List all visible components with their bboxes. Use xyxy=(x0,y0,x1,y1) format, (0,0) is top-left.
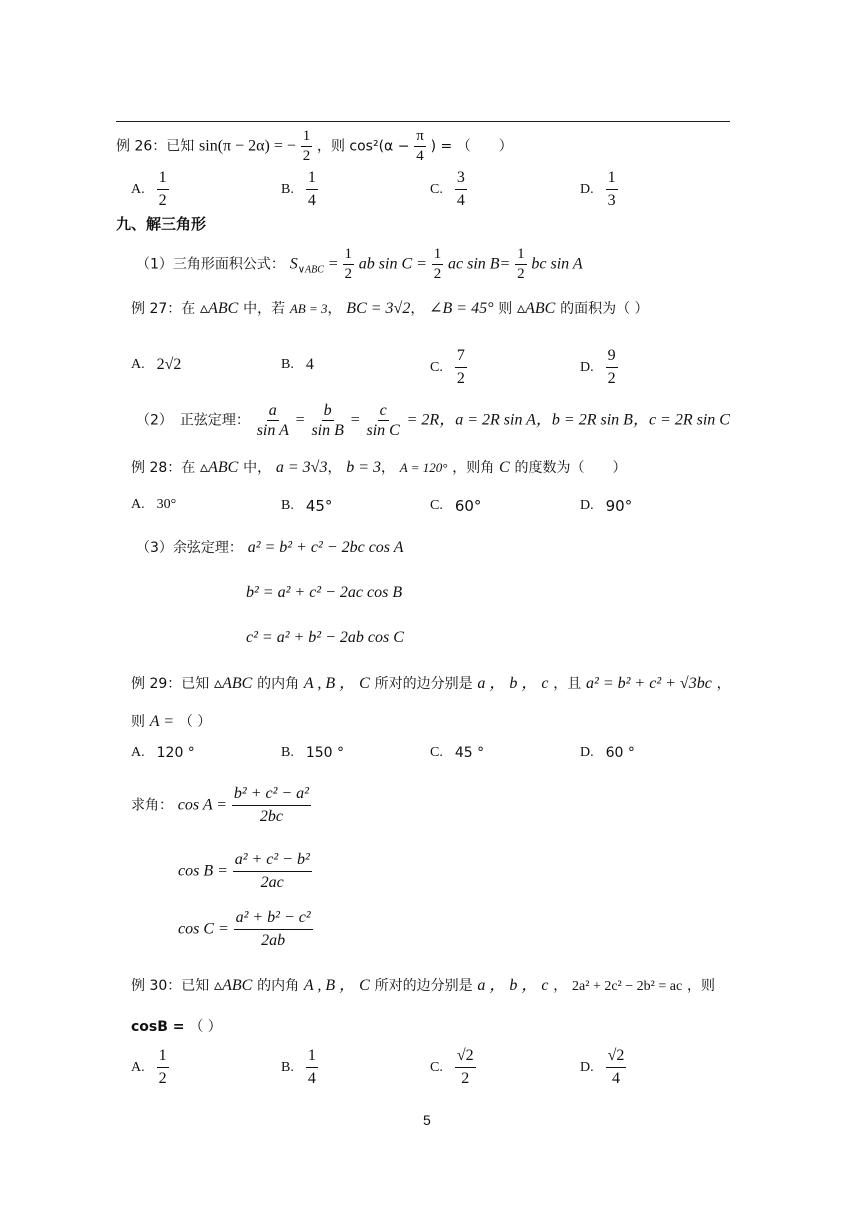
example-29-question-line2: 则 A = （ ） xyxy=(131,713,212,730)
example-29-option-b: B. 150 ° xyxy=(281,745,345,761)
example-28-option-c: C. 60° xyxy=(430,497,482,515)
cosine-law-b: b² = a² + c² − 2ac cos B xyxy=(246,584,403,601)
example-28-option-b: B. 45° xyxy=(281,497,333,515)
example-27-option-c: C. $\frac{7}{2}$ xyxy=(430,347,465,387)
example-30-option-a: A. $\frac{1}{2}$ xyxy=(131,1047,167,1087)
section-heading: 九、解三角形 xyxy=(116,215,207,233)
cosine-law-c: c² = a² + b² − 2ab cos C xyxy=(246,629,404,646)
example-30-option-b: B. $\frac{1}{4}$ xyxy=(281,1047,316,1087)
example-27-question: 例 27：在 ▵ABC 中，若 AB = 3， BC = 3√2， ∠B = 45° 则 ▵ABC 的面积为（ ） xyxy=(131,300,649,317)
example-26-option-d: D. $\frac{1}{3}$ xyxy=(580,169,616,209)
angle-formula-b: cos B = $\frac{\text{a² + c² − b²}}{2ac}$ xyxy=(178,851,310,891)
example-27-option-d: D. $\frac{9}{2}$ xyxy=(580,347,616,387)
fraction: $\frac{\pi}{4}$ xyxy=(416,128,424,164)
example-29-option-a: A. 120 ° xyxy=(131,745,195,761)
example-27-option-b: B. 4 xyxy=(281,356,314,373)
example-26-option-c: C. $\frac{3}{4}$ xyxy=(430,169,465,209)
angle-formula-a: 求角： cos A = $\frac{\text{b² + c² − a²}}{2bc}$ xyxy=(131,785,309,825)
example-27-option-a: A. 2√2 xyxy=(131,356,182,373)
example-30-question: 例 30：已知 ▵ABC 的内角 A , B ， C 所对的边分别是 a ， b ， c ， 2a² + 2c² − 2b² = ac ，则 xyxy=(131,977,715,994)
example-29-option-c: C. 45 ° xyxy=(430,745,485,761)
example-28-question: 例 28：在 ▵ABC 中， a = 3√3， b = 3， A = 120° ，则角 C 的度数为（ ） xyxy=(131,459,627,476)
sine-law: （2） 正弦定理： $\frac{a}{\text{sin A}}$ = $\frac{b}{\text{sin B}}$ = $\frac{c}{\text{sin C}}$ = 2R，a = 2R sin A，b = 2R sin B，c = 2R sin C xyxy=(136,402,730,439)
example-26-option-a: A. $\frac{1}{2}$ xyxy=(131,169,167,209)
area-formula: （1）三角形面积公式： $S_{\vee ABC}$ = $\frac{1}{2}$ ab sin C = $\frac{1}{2}$ ac sin B= $\frac{1}{2}$ bc sin A xyxy=(136,246,583,282)
fraction: $\frac{1}{2}$ xyxy=(302,128,311,164)
angle-formula-c: cos C = $\frac{\text{a² + b² − c²}}{2ab}$ xyxy=(178,909,311,949)
header-rule xyxy=(116,121,730,122)
example-30-option-c: C. $\frac{√2}{2}$ xyxy=(430,1047,474,1087)
example-28-option-a: A. 30° xyxy=(131,497,177,512)
example-26-option-b: B. $\frac{1}{4}$ xyxy=(281,169,316,209)
example-30-question-line2: cosB = （ ） xyxy=(131,1019,222,1035)
example-29-question: 例 29：已知 ▵ABC 的内角 A , B ， C 所对的边分别是 a ， b ， c ，且 a² = b² + c² + √3bc ， xyxy=(131,675,731,692)
cosine-law: （3）余弦定理： a² = b² + c² − 2bc cos A xyxy=(136,539,404,556)
example-30-option-d: D. $\frac{√2}{4}$ xyxy=(580,1047,625,1087)
example-28-option-d: D. 90° xyxy=(580,497,633,515)
example-26-question: 例 26：已知 sin(π − 2α) = − $\frac{1}{2}$ ，则 cos²(α − $\frac{\pi}{4}$ ) = （ ） xyxy=(116,128,513,164)
example-29-option-d: D. 60 ° xyxy=(580,745,635,761)
page-number: 5 xyxy=(423,1112,431,1128)
